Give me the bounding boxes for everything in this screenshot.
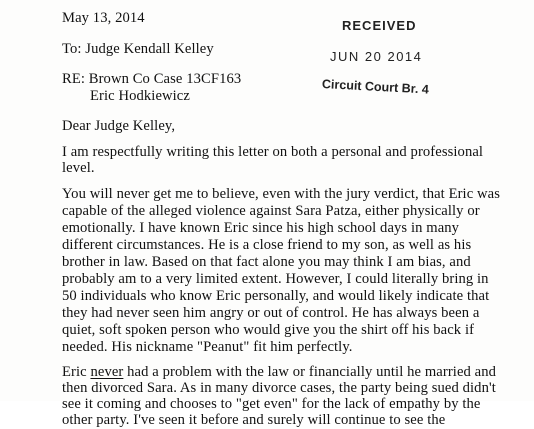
paragraph-3-first-word: Eric — [62, 364, 87, 380]
paragraph-2-line: quiet, soft spoken person who would give you the shirt off his back if — [62, 322, 475, 338]
paragraph-2-line: they had never seen him angry or out of control. He has always been a — [62, 305, 480, 321]
paragraph-3-line: then divorced Sara. As in many divorce cases, the party being sued didn't — [62, 380, 496, 396]
paragraph-3-first-rest: had a problem with the law or financially until he married and — [127, 364, 497, 380]
letter-date: May 13, 2014 — [62, 10, 145, 26]
paragraph-3-line: see it coming and chooses to "get even" for the lack of empathy by the — [62, 396, 481, 412]
underlined-never: never — [90, 364, 124, 380]
paragraph-2-line: capable of the alleged violence against Sara Patza, either physically or — [62, 203, 480, 219]
paragraph-2-line: different circumstances. He is a close friend to my son, as well as his — [62, 237, 472, 253]
paragraph-2-line: emotionally. I have known Eric since his high school days in many — [62, 220, 460, 236]
paragraph-3-line — [62, 364, 496, 381]
paragraph-2-line: probably am to a very limited extent. However, I could literally bring in — [62, 271, 489, 287]
paragraph-2-line: needed. His nickname "Peanut" fit him perfectly. — [62, 339, 353, 355]
recipient-line: To: Judge Kendall Kelley — [62, 41, 214, 57]
paragraph-2-line: brother in law. Based on that fact alone you may think I am bias, and — [62, 254, 471, 270]
paragraph-3-line: other party. I've seen it before and surely will continue to see the — [62, 412, 446, 428]
paragraph-1-line: level. — [62, 160, 95, 176]
received-stamp: RECEIVED — [342, 18, 417, 33]
re-line: RE: Brown Co Case 13CF163 — [62, 71, 242, 87]
paragraph-2-line: 50 individuals who know Eric personally, and would likely indicate that — [62, 288, 490, 304]
re-line-name: Eric Hodkiewicz — [90, 88, 190, 104]
paragraph-1-line: I am respectfully writing this letter on both a personal and professional — [62, 144, 484, 160]
paragraph-2-line: You will never get me to believe, even with the jury verdict, that Eric was — [62, 186, 501, 202]
received-stamp-date: JUN 20 2014 — [330, 49, 423, 64]
court-stamp: Circuit Court Br. 4 — [321, 77, 430, 97]
salutation: Dear Judge Kelley, — [62, 118, 176, 134]
